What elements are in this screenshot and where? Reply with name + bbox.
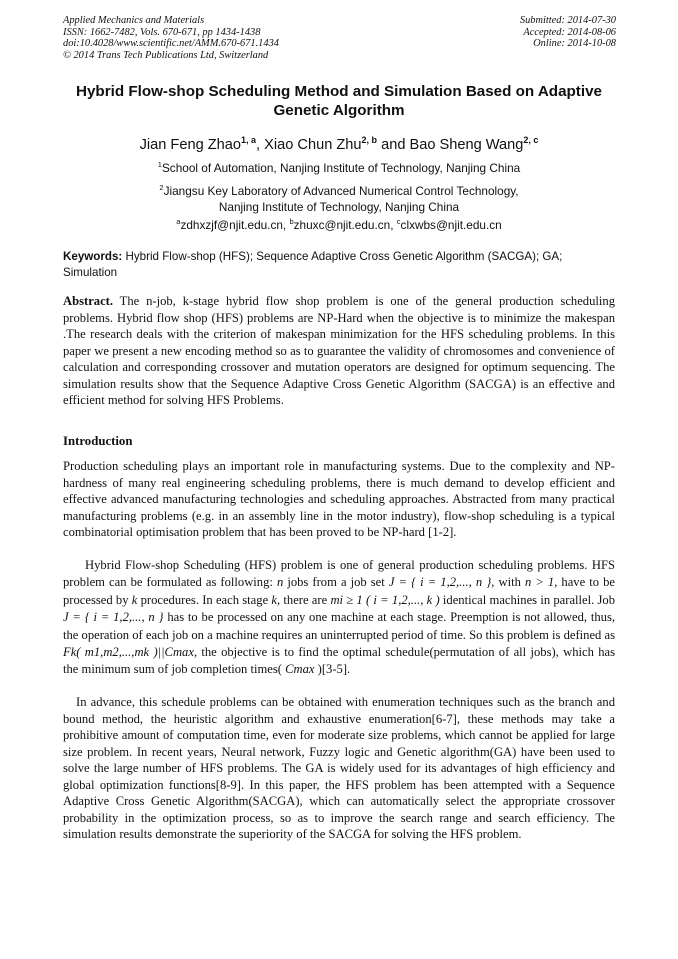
affil-marker: 1 (157, 160, 162, 169)
intro-paragraph-2 (63, 557, 615, 679)
email-address: zdhxzjf@njit.edu.cn, (180, 218, 287, 232)
math-inline: n (276, 575, 284, 590)
copyright-line: © 2014 Trans Tech Publications Ltd, Switzerland (63, 49, 269, 61)
abstract (63, 293, 615, 409)
affiliation-2 (63, 180, 615, 215)
author-affil-marker: 2, b (361, 135, 378, 145)
para-text: , the objective is to find the optimal schedule(permutation of all jobs), which has the minimum sum of job completion times( (63, 645, 615, 677)
math-inline: mi ≥ 1 ( i = 1,2,..., k ) (330, 592, 440, 607)
author-affil-marker: 1, a (241, 135, 257, 145)
issn-line: ISSN: 1662-7482, Vols. 670-671, pp 1434-1438 (63, 26, 261, 38)
author-emails (63, 214, 615, 233)
section-heading-introduction: Introduction (63, 434, 133, 448)
author-affil-marker: 2, c (523, 135, 539, 145)
email-address: clxwbs@njit.edu.cn (400, 218, 502, 232)
para-text: identical machines in parallel. Job (439, 592, 616, 607)
math-inline: k (131, 592, 138, 607)
online-date: Online: 2014-10-08 (533, 38, 616, 50)
para-text: procedures. In each stage (137, 592, 272, 607)
affiliation-1 (63, 157, 615, 176)
affil-text: Nanjing Institute of Technology, Nanjing China (218, 200, 460, 214)
journal-info (63, 15, 279, 61)
author-separator: and (377, 137, 410, 153)
para-text: , have to be processed by (63, 575, 615, 607)
author-list (63, 131, 615, 154)
intro-paragraph-3: In advance, this schedule problems can be obtained with enumeration techniques such as the branch and bound method, the heuristic algorithm and exhaustive enumeration[6-7], these methods may take a prohibitive amount of computation time, even for moderate size problems, which cannot be applied for large size problem. In recent years, Neural network, Fuzzy logic and Genetic algorithm(GA) have been used to solve the large number of HFS problems. The GA is widely used for its advantages of high efficiency and global optimization functions[8-9]. In this paper, the HFS problem has been attempted with a Sequence Adaptive Cross Genetic Algorithm(SACGA), which can automatically select the appropriate crossover probability in the optimization process, so as to improve the search range and search efficiency. The simulation results demonstrate the superiority of the SACGA for solving the HFS problem. (63, 695, 615, 841)
submission-dates (520, 15, 616, 50)
accepted-date: Accepted: 2014-08-06 (523, 26, 616, 38)
para-text: Hybrid Flow-shop Scheduling (HFS) problem is one of general production scheduling problems. HFS problem can be formulated as following: (63, 558, 615, 590)
author-name: Jian Feng Zhao (139, 137, 242, 153)
affil-text: School of Automation, Nanjing Institute of Technology, Nanjing China (161, 161, 521, 175)
keywords-label: Keywords: (63, 250, 123, 263)
para-text: jobs from a job set (283, 575, 389, 590)
math-inline: J = { i = 1,2,..., n } (63, 610, 164, 625)
keywords-text: Hybrid Flow-shop (HFS); Sequence Adaptive Cross Genetic Algorithm (SACGA); GA; Simulation (63, 250, 563, 279)
affil-marker: 2 (159, 183, 164, 192)
affil-text: Jiangsu Key Laboratory of Advanced Numerical Control Technology, (163, 184, 519, 198)
email-marker: a (176, 217, 181, 226)
doi-line: doi:10.4028/www.scientific.net/AMM.670-671.1434 (63, 38, 279, 50)
abstract-label: Abstract. (63, 294, 114, 308)
author-name: Bao Sheng Wang (409, 137, 524, 153)
email-address: zhuxc@njit.edu.cn, (293, 218, 394, 232)
para-text: , there are (277, 592, 331, 607)
math-inline: Cmax (285, 662, 315, 677)
email-marker: b (289, 217, 294, 226)
journal-name: Applied Mechanics and Materials (63, 15, 205, 26)
submitted-date: Submitted: 2014-07-30 (519, 15, 616, 26)
math-inline: J = { i = 1,2,..., n } (388, 575, 492, 590)
math-inline: n > 1 (524, 575, 555, 590)
author-name: Xiao Chun Zhu (264, 137, 362, 153)
para-text: )[3-5]. (314, 662, 351, 677)
intro-paragraph-1: Production scheduling plays an important role in manufacturing systems. Due to the complexity and NP-hardness of many real engineering scheduling problems, there is much demand to develop efficient and effective advanced manufacturing technologies and scheduling approaches. Abstracted from many practical manufacturing problems (e.g. in an assembly line in the motor industry), flow-shop scheduling is a typical combinatorial optimisation problem that has been proved to be NP-hard [1-2]. (63, 459, 615, 539)
math-inline: Fk( m1,m2,...,mk )||Cmax (63, 645, 194, 660)
author-separator: , (256, 137, 265, 153)
keywords (63, 249, 615, 281)
math-inline: k (271, 592, 277, 607)
para-text: has to be processed on any one machine at each stage. Preemption is not allowed, thus, the operation of each job on a machine requires an uninterrupted period of time. So this problem is defined as (63, 610, 615, 642)
abstract-text: The n-job, k-stage hybrid flow shop problem is one of the general production scheduling problems. Hybrid flow shop (HFS) problems are NP-Hard when the objective is to minimize the makespan .The research deals with the criterion of makespan minimization for the HFS scheduling problems. In this paper we present a new encoding method so as to guarantee the validity of chromosomes and convenience of calculation and corresponding crossover and mutation operators are designed for optimum sequencing. The simulation results show that the Sequence Adaptive Cross Genetic Algorithm (SACGA) is an effective and efficient method for solving HFS Problems. (63, 294, 615, 407)
paper-title: Hybrid Flow-shop Scheduling Method and Simulation Based on Adaptive Genetic Algorithm (76, 83, 602, 119)
email-marker: c (396, 217, 401, 226)
para-text: , with (491, 575, 525, 590)
